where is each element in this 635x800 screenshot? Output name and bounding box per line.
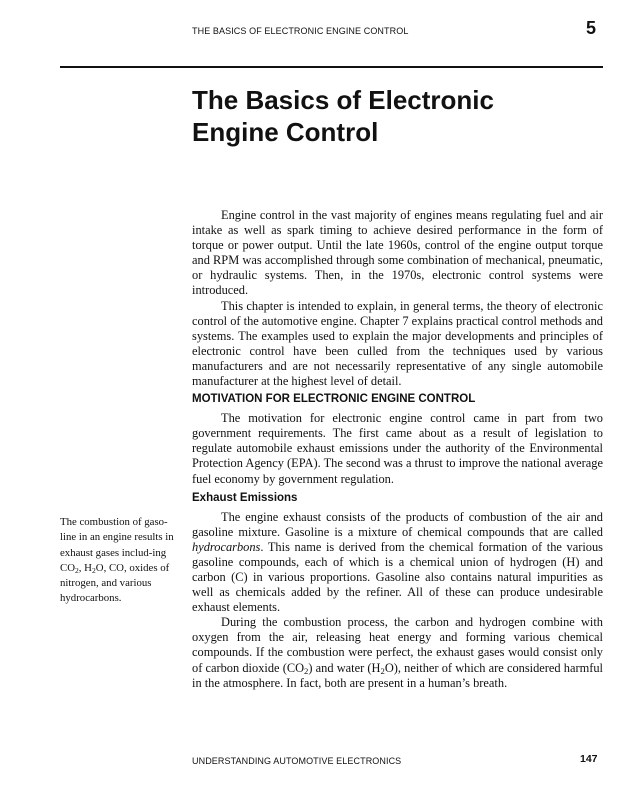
margin-note — [60, 515, 182, 607]
motivation-paragraph: The motivation for electronic engine control came in part from two government requirements. The first came about as a result of legislation to regulate automobile exhaust emissions under the authority of the Environmental Protection Agency (EPA). The second was a thrust to improve the national average fuel economy by government regulation. — [192, 411, 603, 486]
chapter-number: 5 — [586, 18, 597, 38]
exhaust-paragraph-2 — [192, 615, 603, 690]
running-header: THE BASICS OF ELECTRONIC ENGINE CONTROL — [192, 26, 409, 36]
header-rule — [60, 66, 603, 68]
hydrocarbons-term: hydrocarbons — [192, 539, 261, 554]
intro-paragraph-2: This chapter is intended to explain, in general terms, the theory of electronic control of the automotive engine. Chapter 7 explains practical control methods and systems. The examples used to explain the major developments and principles of electronic control have been culled from the techniques used by various manufacturers and are not necessarily representative of any single automobile manufacturer at the highest level of detail. — [192, 298, 603, 389]
section-heading-motivation: MOTIVATION FOR ELECTRONIC ENGINE CONTROL — [192, 393, 476, 406]
margin-h2o-subscript: 2 — [91, 565, 96, 575]
subsection-heading-exhaust: Exhaust Emissions — [192, 491, 298, 504]
chapter-title-line-2: Engine Control — [192, 117, 379, 147]
co2-subscript: 2 — [304, 665, 309, 676]
exhaust-p2-text-b: ) and water (H — [308, 660, 381, 675]
exhaust-paragraph-1 — [192, 510, 603, 616]
margin-note-text-b: , H — [78, 561, 92, 574]
chapter-title-line-1: The Basics of Electronic — [192, 85, 494, 115]
exhaust-p1-text-a: The engine exhaust consists of the products of combustion of the air and gasoline mixture. Gasoline is a mixture of chemical compounds that are called — [192, 509, 603, 539]
footer-book-title: UNDERSTANDING AUTOMOTIVE ELECTRONICS — [192, 756, 402, 766]
exhaust-p1-text-b: . This name is derived from the chemical formation of the various gasoline compounds, each of which is a chemical union of hydrogen (H) and carbon (C) in various proportions. Gasoline also contains natural impurities as well as chemicals added by the refiner. All of these can produce undesirable exhaust elements. — [192, 539, 603, 615]
margin-note-text-c: O, CO, oxides of nitrogen, and various hydrocarbons. — [60, 561, 170, 605]
page-number: 147 — [580, 753, 598, 765]
h2o-subscript: 2 — [380, 665, 385, 676]
main-body — [192, 208, 603, 691]
margin-note-text-a: The combustion of gaso-line in an engine results in exhaust gases includ-ing CO — [60, 516, 174, 574]
intro-paragraph-1: Engine control in the vast majority of engines means regulating fuel and air intake as well as spark timing to achieve desired performance in the form of torque or power output. Until the late 1960s, control of the engine output torque and RPM was accomplished through some combination of mechanical, pneumatic, or hydraulic systems. Then, in the 1970s, electronic control systems were introduced. — [192, 208, 603, 298]
exhaust-p2-text-c: O), neither of which are considered harmful in the atmosphere. In fact, both are present in a human’s breath. — [192, 660, 603, 690]
margin-co2-subscript: 2 — [75, 565, 79, 575]
exhaust-p2-text-a: During the combustion process, the carbon and hydrogen combine with oxygen from the air, releasing heat energy and forming various chemical compounds. If the combustion were perfect, the exhaust gases would consist only of carbon dioxide (CO — [192, 615, 603, 675]
chapter-title — [192, 84, 592, 148]
